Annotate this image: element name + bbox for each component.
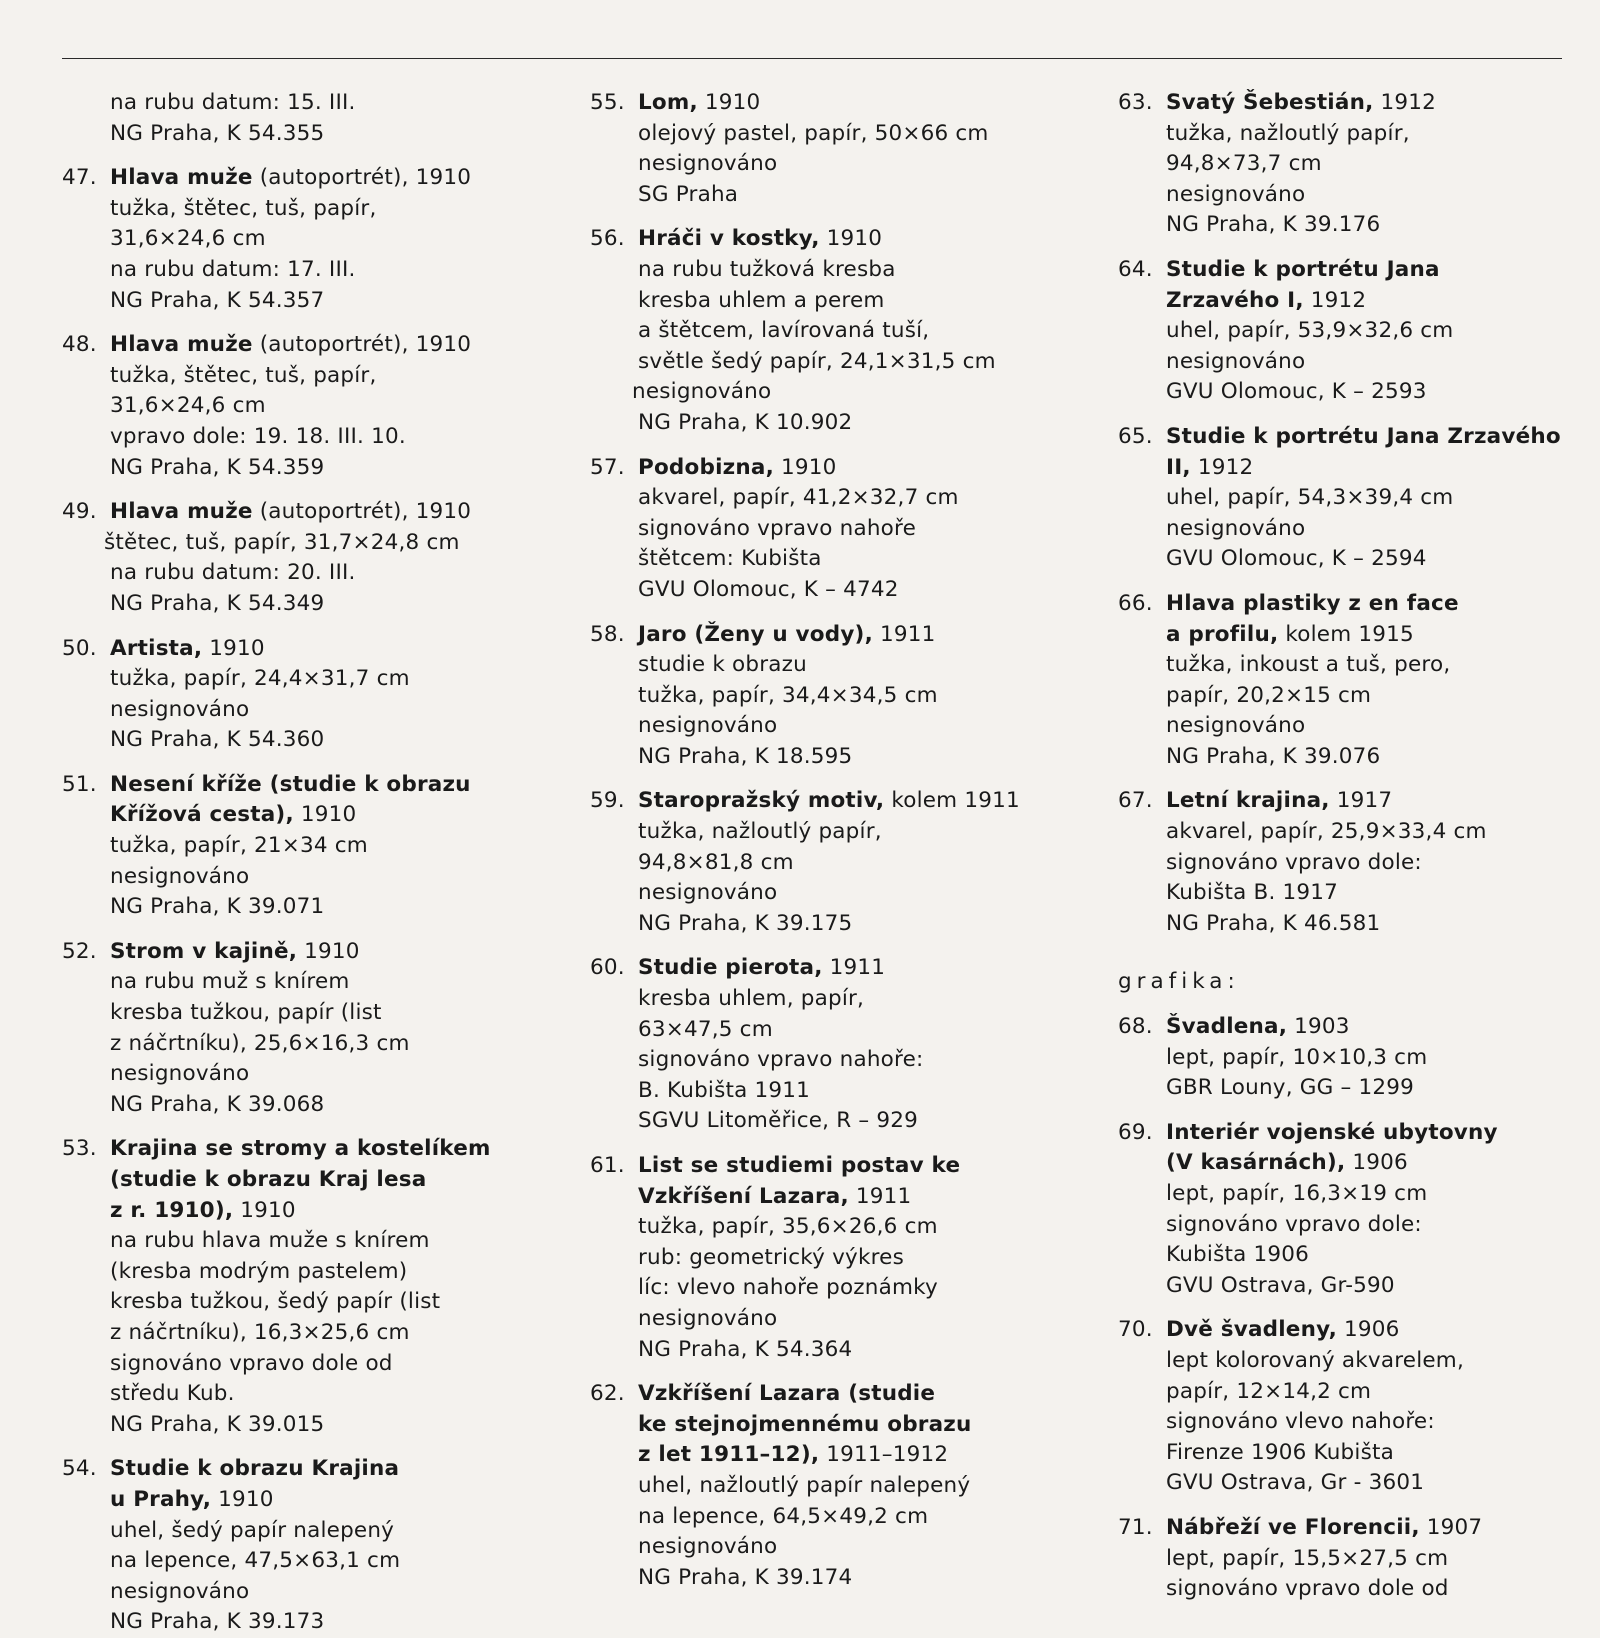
entry-detail: na rubu datum: 15. III. — [110, 90, 356, 115]
entry-heading-continued — [1118, 1148, 1588, 1179]
entry-title: Studie pierota, — [638, 955, 823, 981]
entry-detail: papír, 20,2×15 cm — [1166, 682, 1372, 708]
entry-detail: SG Praha — [638, 181, 739, 207]
entry-detail: štětec, tuš, papír, 31,7×24,8 cm — [104, 529, 460, 555]
entry-heading — [62, 937, 512, 968]
entry-number: 64. — [1118, 256, 1153, 282]
entry-detail: 94,8×81,8 cm — [638, 849, 794, 875]
entry-gap — [62, 316, 512, 330]
entry-detail: nesignováno — [1166, 181, 1306, 207]
entry-detail: NG Praha, K 54.357 — [110, 287, 325, 313]
entry-number: 63. — [1118, 90, 1153, 115]
entry-heading-continued — [62, 1196, 512, 1227]
entry-number: 70. — [1118, 1317, 1153, 1343]
entry-heading-continued — [590, 1410, 1040, 1441]
entry-date: 1912 — [1373, 90, 1437, 115]
entry-title: Podobizna, — [638, 454, 774, 480]
entry-number: 67. — [1118, 788, 1153, 814]
entry-date: 1910 — [211, 1486, 274, 1512]
entry-detail: NG Praha, K 39.071 — [110, 894, 325, 920]
entry-detail: signováno vpravo nahoře — [638, 515, 916, 541]
entry-detail: na lepence, 47,5×63,1 cm — [110, 1548, 401, 1574]
entry-detail: tužka, papír, 24,4×31,7 cm — [110, 666, 410, 692]
entry-date: 1903 — [1287, 1014, 1350, 1040]
entry-detail: akvarel, papír, 25,9×33,4 cm — [1166, 819, 1487, 845]
entry-number: 49. — [62, 499, 97, 525]
entry-heading — [1118, 1012, 1588, 1043]
entry-heading — [590, 1379, 1040, 1410]
entry-heading — [590, 953, 1040, 984]
entry-date: 1912 — [1190, 454, 1254, 480]
entry-heading — [1118, 1513, 1588, 1544]
entry-number: 65. — [1118, 423, 1153, 449]
entry-title: Strom v kajině, — [110, 938, 298, 964]
entry-title: Nábřeží ve Florencii, — [1166, 1514, 1420, 1540]
entry-gap — [1118, 772, 1588, 786]
entry-heading-continued — [590, 1440, 1040, 1471]
entry-date: 1910 — [297, 938, 360, 964]
entry-number: 47. — [62, 165, 97, 191]
entry-title: z let 1911–12), — [638, 1442, 820, 1468]
entry-detail: NG Praha, K 54.360 — [110, 727, 325, 753]
entry-heading — [1118, 88, 1588, 119]
entry-title: Hlava muže — [110, 499, 253, 525]
entry-detail: na rubu datum: 20. III. — [110, 560, 356, 586]
entry-date: (autoportrét), 1910 — [252, 165, 472, 191]
entry-title: Krajina se stromy a kostelíkem — [110, 1136, 491, 1162]
entry-date: kolem 1915 — [1278, 621, 1414, 647]
entry-heading — [1118, 786, 1588, 817]
entry-number: 59. — [590, 788, 625, 814]
entry-detail: 31,6×24,6 cm — [110, 393, 266, 419]
entry-detail: světle šedý papír, 24,1×31,5 cm — [638, 348, 996, 374]
entry-detail: NG Praha, K 39.175 — [638, 910, 853, 936]
entry-title: Nesení kříže (studie k obrazu — [110, 771, 471, 797]
entry-detail: signováno vpravo dole od — [110, 1350, 393, 1376]
entry-number: 48. — [62, 332, 97, 358]
entry-number: 66. — [1118, 590, 1153, 616]
entry-heading — [1118, 422, 1588, 453]
entry-number: 62. — [590, 1381, 625, 1407]
entry-heading — [590, 1151, 1040, 1182]
entry-detail: papír, 12×14,2 cm — [1166, 1378, 1372, 1404]
entry-detail: vpravo dole: 19. 18. III. 10. — [110, 423, 406, 449]
entry-heading — [590, 786, 1040, 817]
entry-detail: z náčrtníku), 25,6×16,3 cm — [110, 1030, 410, 1056]
entry-heading — [1118, 1315, 1588, 1346]
entry-heading — [590, 224, 1040, 255]
entry-title: u Prahy, — [110, 1486, 212, 1512]
entry-detail: nesignováno — [638, 1534, 778, 1560]
entry-heading — [1118, 1118, 1588, 1149]
entry-gap — [1118, 1499, 1588, 1513]
entry-number: 57. — [590, 454, 625, 480]
entry-title: (studie k obrazu Kraj lesa — [110, 1167, 427, 1192]
entry-title: II, — [1166, 454, 1191, 480]
entry-detail: GBR Louny, GG – 1299 — [1166, 1075, 1415, 1101]
catalog-column-3 — [1118, 88, 1588, 1605]
entry-heading — [62, 163, 512, 194]
entry-gap — [62, 1440, 512, 1454]
entry-detail: uhel, papír, 53,9×32,6 cm — [1166, 318, 1454, 344]
entry-number: 55. — [590, 90, 625, 115]
entry-detail: NG Praha, K 39.173 — [110, 1609, 325, 1635]
entry-date: 1910 — [697, 90, 761, 115]
entry-detail: SGVU Litoměřice, R – 929 — [638, 1108, 919, 1134]
entry-heading-continued — [62, 1485, 512, 1516]
entry-date: 1906 — [1337, 1317, 1400, 1343]
entry-heading-continued — [1118, 286, 1588, 317]
entry-number: 51. — [62, 771, 97, 797]
entry-detail: 63×47,5 cm — [638, 1016, 773, 1042]
entry-detail: tužka, štětec, tuš, papír, — [110, 362, 377, 388]
entry-detail: GVU Olomouc, K – 4742 — [638, 576, 899, 602]
entry-detail: štětcem: Kubišta — [638, 546, 822, 572]
entry-date: 1910 — [233, 1197, 296, 1223]
entry-date: (autoportrét), 1910 — [252, 332, 472, 358]
entry-date: 1907 — [1419, 1514, 1483, 1540]
entry-detail: líc: vlevo nahoře poznámky — [638, 1275, 938, 1301]
entry-heading-continued — [62, 1165, 512, 1196]
entry-title: List se studiemi postav ke — [638, 1153, 961, 1178]
entry-heading — [62, 330, 512, 361]
entry-detail: nesignováno — [1166, 713, 1306, 739]
entry-gap — [1118, 241, 1588, 255]
entry-number: 68. — [1118, 1014, 1153, 1040]
entry-title: Křížová cesta), — [110, 802, 294, 828]
entry-date: 1911–1912 — [819, 1442, 949, 1468]
entry-title: Studie k portrétu Jana Zrzavého — [1166, 423, 1561, 449]
entry-title: Vzkříšení Lazara (studie — [638, 1381, 936, 1407]
entry-detail: NG Praha, K 54.359 — [110, 454, 325, 480]
entry-date: 1910 — [293, 802, 357, 828]
entry-detail: uhel, nažloutlý papír nalepený — [638, 1472, 971, 1498]
entry-number: 60. — [590, 955, 625, 981]
entry-detail: akvarel, papír, 41,2×32,7 cm — [638, 485, 959, 511]
entry-gap — [590, 606, 1040, 620]
entry-number: 53. — [62, 1136, 97, 1162]
entry-gap — [62, 756, 512, 770]
entry-number: 58. — [590, 621, 625, 647]
entry-detail: tužka, papír, 35,6×26,6 cm — [638, 1214, 938, 1240]
entry-detail: GVU Olomouc, K – 2594 — [1166, 546, 1427, 572]
entry-heading — [590, 620, 1040, 651]
top-rule — [62, 58, 1562, 59]
entry-title: z r. 1910), — [110, 1197, 234, 1223]
entry-detail: nesignováno — [638, 1305, 778, 1331]
entry-date: 1910 — [773, 454, 837, 480]
entry-title: Studie k obrazu Krajina — [110, 1456, 400, 1482]
entry-gap — [1118, 1301, 1588, 1315]
entry-detail: nesignováno — [632, 379, 772, 405]
entry-date: 1911 — [822, 955, 886, 981]
entry-date: 1912 — [1303, 287, 1367, 313]
entry-title: Dvě švadleny, — [1166, 1317, 1338, 1343]
entry-gap — [590, 939, 1040, 953]
entry-detail: signováno vpravo dole: — [1166, 1211, 1422, 1237]
entry-gap — [590, 439, 1040, 453]
entry-detail: Kubišta 1906 — [1166, 1242, 1310, 1268]
entry-heading — [1118, 255, 1588, 286]
entry-title: Lom, — [638, 90, 698, 115]
entry-detail: nesignováno — [110, 863, 250, 889]
entry-detail: NG Praha, K 39.076 — [1166, 743, 1381, 769]
entry-gap — [590, 210, 1040, 224]
entry-gap — [590, 1365, 1040, 1379]
entry-title: Hlava muže — [110, 165, 253, 191]
entry-date: 1910 — [202, 635, 265, 661]
entry-detail: NG Praha, K 54.349 — [110, 590, 325, 616]
entry-gap — [62, 1120, 512, 1134]
entry-number: 61. — [590, 1153, 625, 1178]
entry-detail: na rubu datum: 17. III. — [110, 256, 356, 282]
entry-gap — [62, 483, 512, 497]
entry-gap — [1118, 939, 1588, 953]
entry-detail: tužka, papír, 34,4×34,5 cm — [638, 682, 938, 708]
entry-title: Interiér vojenské ubytovny — [1166, 1119, 1498, 1145]
entry-title: a profilu, — [1166, 621, 1279, 647]
entry-detail: kresba uhlem a perem — [638, 287, 885, 313]
entry-detail: na rubu hlava muže s knírem — [110, 1228, 430, 1254]
entry-detail: lept kolorovaný akvarelem, — [1166, 1347, 1464, 1373]
entry-detail: studie k obrazu — [638, 652, 807, 678]
entry-detail: nesignováno — [110, 1578, 250, 1604]
entry-title: Zrzavého I, — [1166, 287, 1304, 313]
entry-date: kolem 1911 — [884, 788, 1020, 814]
entry-title: Svatý Šebestián, — [1166, 90, 1374, 115]
entry-detail: kresba tužkou, šedý papír (list — [110, 1289, 441, 1315]
entry-date: 1917 — [1329, 788, 1393, 814]
entry-heading — [62, 770, 512, 801]
entry-detail: olejový pastel, papír, 50×66 cm — [638, 120, 989, 146]
entry-detail: GVU Ostrava, Gr-590 — [1166, 1272, 1395, 1298]
entry-gap — [1118, 1104, 1588, 1118]
entry-detail: Kubišta B. 1917 — [1166, 880, 1339, 906]
entry-detail: Firenze 1906 Kubišta — [1166, 1439, 1394, 1465]
entry-detail: tužka, papír, 21×34 cm — [110, 833, 368, 859]
entry-detail: signováno vpravo nahoře: — [638, 1047, 924, 1073]
entry-gap — [590, 1137, 1040, 1151]
entry-detail: B. Kubišta 1911 — [638, 1077, 811, 1103]
entry-detail: (kresba modrým pastelem) — [110, 1258, 408, 1284]
entry-detail: uhel, papír, 54,3×39,4 cm — [1166, 485, 1454, 511]
entry-detail: 31,6×24,6 cm — [110, 226, 266, 252]
entry-detail: NG Praha, K 54.364 — [638, 1336, 853, 1362]
entry-number: 69. — [1118, 1119, 1153, 1145]
entry-detail: uhel, šedý papír nalepený — [110, 1517, 395, 1543]
entry-detail: signováno vlevo nahoře: — [1166, 1409, 1435, 1435]
entry-detail: NG Praha, K 18.595 — [638, 743, 853, 769]
entry-number: 50. — [62, 635, 97, 661]
entry-detail: tužka, nažloutlý papír, — [1166, 120, 1410, 146]
entry-heading-continued — [62, 800, 512, 831]
entry-title: Hlava plastiky z en face — [1166, 590, 1459, 616]
entry-title: Artista, — [110, 635, 203, 661]
entry-date: (autoportrét), 1910 — [252, 499, 472, 525]
entry-detail: NG Praha, K 54.355 — [110, 120, 325, 146]
entry-detail: NG Praha, K 39.174 — [638, 1564, 853, 1590]
entry-detail: tužka, inkoust a tuš, pero, — [1166, 652, 1451, 678]
entry-heading-continued — [590, 1182, 1040, 1213]
entry-heading — [590, 88, 1040, 119]
entry-gap — [1118, 998, 1588, 1012]
entry-title: Letní krajina, — [1166, 788, 1330, 814]
catalog-column-2 — [590, 88, 1040, 1593]
entry-number: 71. — [1118, 1514, 1153, 1540]
entry-detail: GVU Ostrava, Gr - 3601 — [1166, 1470, 1425, 1496]
entry-detail: tužka, štětec, tuš, papír, — [110, 195, 377, 221]
entry-detail: lept, papír, 10×10,3 cm — [1166, 1044, 1428, 1070]
entry-detail: kresba tužkou, papír (list — [110, 1000, 382, 1026]
entry-detail: NG Praha, K 39.176 — [1166, 212, 1381, 238]
entry-title: Jaro (Ženy u vody), — [638, 621, 873, 647]
entry-detail: na rubu tužková kresba — [638, 256, 896, 282]
entry-title: ke stejnojmennému obrazu — [638, 1411, 972, 1437]
entry-detail: lept, papír, 15,5×27,5 cm — [1166, 1545, 1449, 1571]
entry-date: 1911 — [872, 621, 936, 647]
entry-detail: středu Kub. — [110, 1381, 235, 1407]
entry-date: 1911 — [848, 1183, 912, 1209]
entry-title: Staropražský motiv, — [638, 788, 885, 814]
entry-heading — [62, 1454, 512, 1485]
section-heading: grafika: — [1118, 969, 1240, 995]
entry-title: (V kasárnách), — [1166, 1150, 1346, 1176]
entry-detail: nesignováno — [110, 696, 250, 722]
entry-title: Švadlena, — [1166, 1014, 1288, 1040]
entry-date: 1910 — [819, 226, 883, 252]
entry-detail: tužka, nažloutlý papír, — [638, 819, 882, 845]
entry-gap — [62, 620, 512, 634]
entry-gap — [590, 772, 1040, 786]
entry-title: Hráči v kostky, — [638, 226, 820, 252]
entry-heading-continued — [1118, 620, 1588, 651]
entry-title: Vzkříšení Lazara, — [638, 1183, 849, 1209]
entry-detail: nesignováno — [1166, 515, 1306, 541]
entry-number: 54. — [62, 1456, 97, 1482]
entry-detail: nesignováno — [110, 1061, 250, 1087]
entry-detail: NG Praha, K 10.902 — [638, 409, 853, 435]
entry-detail: rub: geometrický výkres — [638, 1244, 904, 1270]
entry-detail: nesignováno — [638, 151, 778, 177]
entry-detail: signováno vpravo dole: — [1166, 849, 1422, 875]
catalog-column-1 — [62, 88, 512, 1638]
entry-detail: kresba uhlem, papír, — [638, 986, 865, 1012]
entry-gap — [1118, 575, 1588, 589]
entry-detail: nesignováno — [638, 880, 778, 906]
entry-number: 56. — [590, 226, 625, 252]
entry-gap — [62, 923, 512, 937]
entry-heading — [62, 1134, 512, 1165]
entry-detail: z náčrtníku), 16,3×25,6 cm — [110, 1319, 410, 1345]
entry-detail: NG Praha, K 39.015 — [110, 1411, 325, 1437]
entry-number: 52. — [62, 938, 97, 964]
entry-heading-continued — [1118, 453, 1588, 484]
entry-detail: na lepence, 64,5×49,2 cm — [638, 1503, 929, 1529]
entry-gap — [1118, 953, 1588, 967]
entry-detail: a štětcem, lavírovaná tuší, — [638, 318, 930, 344]
entry-title: Hlava muže — [110, 332, 253, 358]
entry-detail: NG Praha, K 46.581 — [1166, 910, 1381, 936]
entry-detail: nesignováno — [1166, 348, 1306, 374]
entry-heading — [1118, 589, 1588, 620]
entry-gap — [1118, 408, 1588, 422]
entry-gap — [62, 149, 512, 163]
entry-heading — [62, 634, 512, 665]
entry-detail: 94,8×73,7 cm — [1166, 151, 1322, 177]
entry-title: Studie k portrétu Jana — [1166, 256, 1440, 282]
entry-heading — [62, 497, 512, 528]
entry-detail: GVU Olomouc, K – 2593 — [1166, 379, 1427, 405]
entry-heading — [590, 453, 1040, 484]
entry-detail: nesignováno — [638, 713, 778, 739]
entry-detail: lept, papír, 16,3×19 cm — [1166, 1181, 1428, 1206]
entry-date: 1906 — [1345, 1150, 1408, 1176]
entry-detail: na rubu muž s knírem — [110, 969, 350, 995]
entry-detail: NG Praha, K 39.068 — [110, 1091, 325, 1117]
entry-detail: signováno vpravo dole od — [1166, 1576, 1449, 1602]
